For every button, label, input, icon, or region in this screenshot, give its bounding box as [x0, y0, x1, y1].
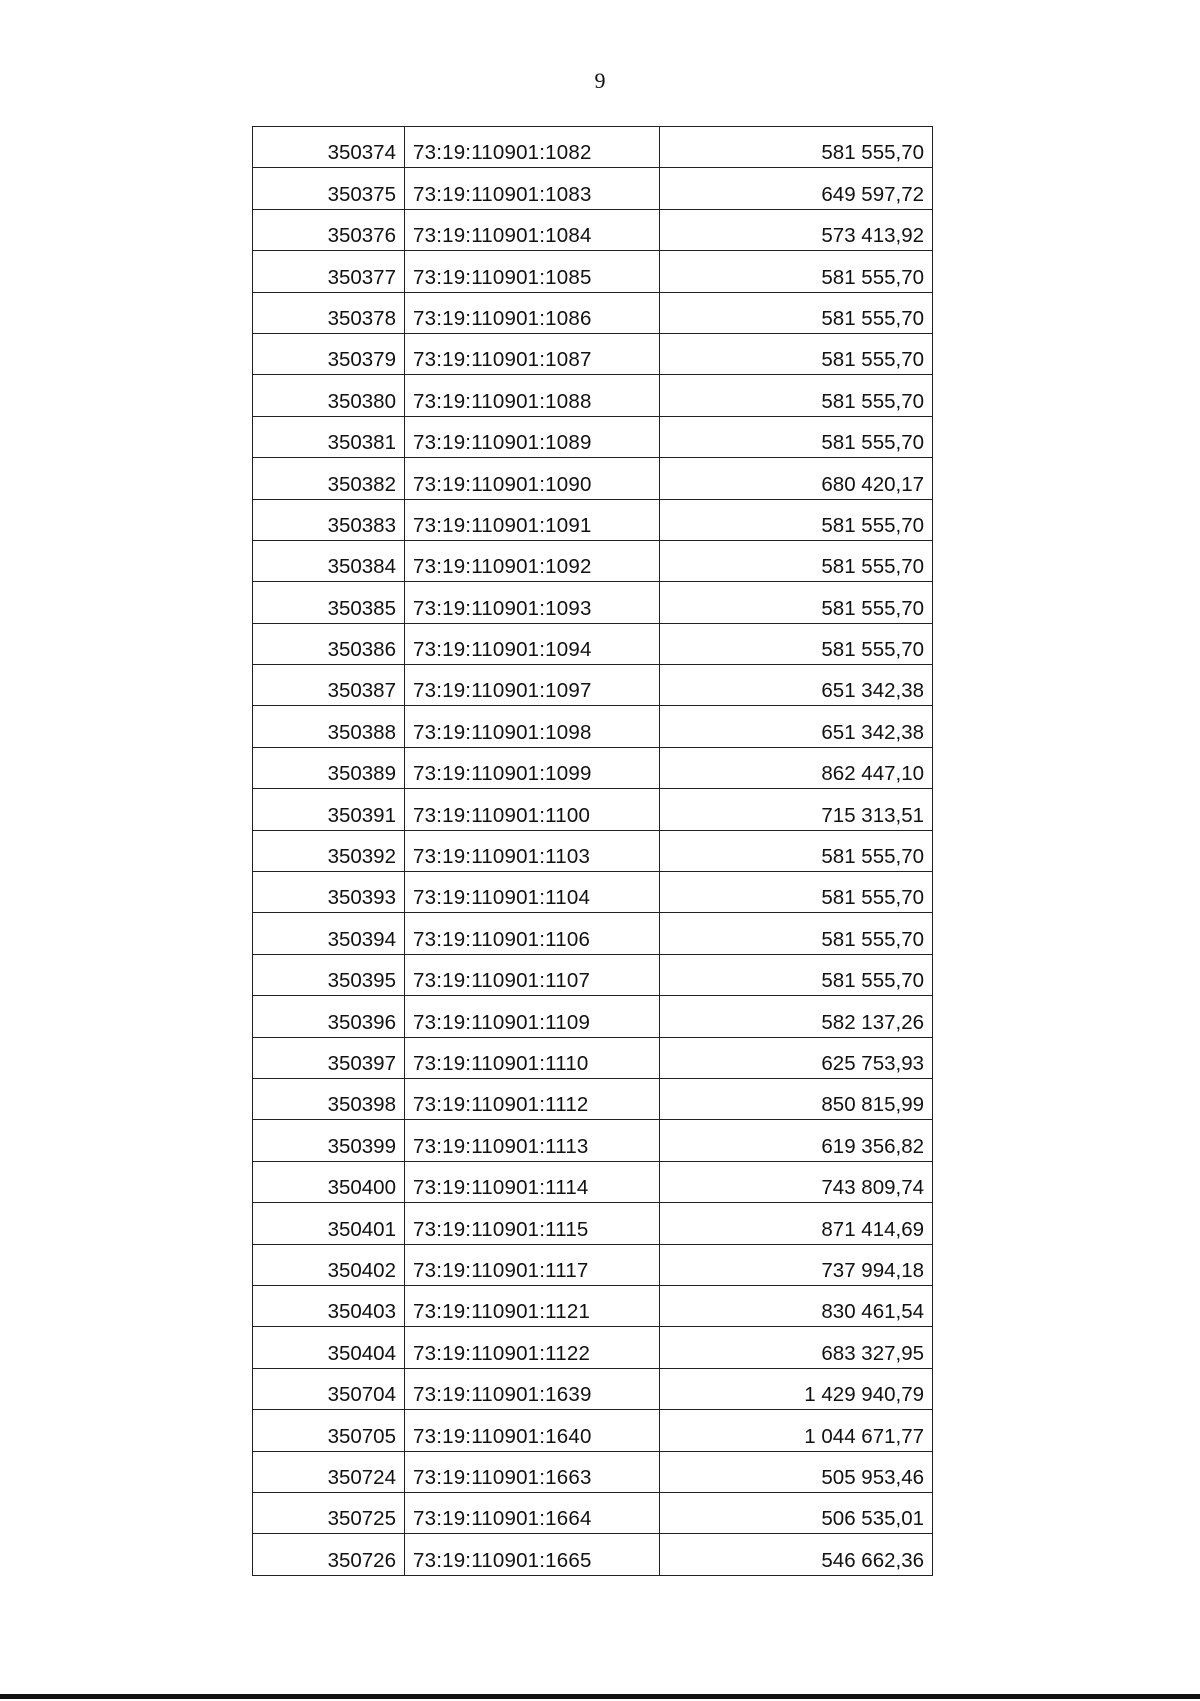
table-row	[253, 1120, 933, 1161]
cadastral-number-cell: 73:19:110901:1639	[405, 1368, 660, 1409]
row-number-cell: 350382	[253, 458, 405, 499]
table-row	[253, 292, 933, 333]
row-number-cell: 350404	[253, 1327, 405, 1368]
cadastral-number-cell: 73:19:110901:1103	[405, 830, 660, 871]
row-number-cell: 350725	[253, 1492, 405, 1533]
row-number-cell: 350375	[253, 168, 405, 209]
cadastral-value-cell: 581 555,70	[660, 872, 933, 913]
cadastral-value-cell: 581 555,70	[660, 499, 933, 540]
row-number-cell: 350383	[253, 499, 405, 540]
table-row	[253, 540, 933, 581]
table-row	[253, 209, 933, 250]
cadastral-value-cell: 683 327,95	[660, 1327, 933, 1368]
table-row	[253, 623, 933, 664]
row-number-cell: 350398	[253, 1078, 405, 1119]
row-number-cell: 350376	[253, 209, 405, 250]
row-number-cell: 350724	[253, 1451, 405, 1492]
table-row	[253, 1534, 933, 1575]
cadastral-number-cell: 73:19:110901:1099	[405, 747, 660, 788]
row-number-cell: 350388	[253, 706, 405, 747]
cadastral-number-cell: 73:19:110901:1104	[405, 872, 660, 913]
table-row	[253, 1244, 933, 1285]
table-row	[253, 872, 933, 913]
table-row	[253, 458, 933, 499]
table-row	[253, 416, 933, 457]
cadastral-number-cell: 73:19:110901:1665	[405, 1534, 660, 1575]
cadastral-value-cell: 581 555,70	[660, 582, 933, 623]
cadastral-number-cell: 73:19:110901:1122	[405, 1327, 660, 1368]
row-number-cell: 350396	[253, 996, 405, 1037]
table-row	[253, 706, 933, 747]
row-number-cell: 350386	[253, 623, 405, 664]
cadastral-value-cell: 830 461,54	[660, 1285, 933, 1326]
cadastral-value-table	[252, 126, 933, 1576]
cadastral-number-cell: 73:19:110901:1109	[405, 996, 660, 1037]
table-row	[253, 1078, 933, 1119]
row-number-cell: 350399	[253, 1120, 405, 1161]
row-number-cell: 350393	[253, 872, 405, 913]
row-number-cell: 350392	[253, 830, 405, 871]
cadastral-value-cell: 581 555,70	[660, 251, 933, 292]
cadastral-number-cell: 73:19:110901:1094	[405, 623, 660, 664]
row-number-cell: 350377	[253, 251, 405, 292]
table-row	[253, 954, 933, 995]
cadastral-value-cell: 651 342,38	[660, 706, 933, 747]
cadastral-number-cell: 73:19:110901:1091	[405, 499, 660, 540]
table-row	[253, 1037, 933, 1078]
table-row	[253, 1492, 933, 1533]
cadastral-value-cell: 581 555,70	[660, 375, 933, 416]
page-number: 9	[594, 68, 606, 93]
cadastral-value-cell: 581 555,70	[660, 954, 933, 995]
table-body	[253, 127, 933, 1576]
cadastral-value-cell: 871 414,69	[660, 1203, 933, 1244]
cadastral-value-cell: 715 313,51	[660, 789, 933, 830]
row-number-cell: 350387	[253, 665, 405, 706]
row-number-cell: 350704	[253, 1368, 405, 1409]
cadastral-number-cell: 73:19:110901:1090	[405, 458, 660, 499]
cadastral-number-cell: 73:19:110901:1112	[405, 1078, 660, 1119]
row-number-cell: 350397	[253, 1037, 405, 1078]
row-number-cell: 350391	[253, 789, 405, 830]
cadastral-value-cell: 506 535,01	[660, 1492, 933, 1533]
cadastral-number-cell: 73:19:110901:1087	[405, 333, 660, 374]
cadastral-value-cell: 625 753,93	[660, 1037, 933, 1078]
table-row	[253, 747, 933, 788]
table-row	[253, 913, 933, 954]
table-row	[253, 996, 933, 1037]
table-row	[253, 127, 933, 168]
cadastral-number-cell: 73:19:110901:1664	[405, 1492, 660, 1533]
row-number-cell: 350381	[253, 416, 405, 457]
row-number-cell: 350378	[253, 292, 405, 333]
cadastral-value-cell: 1 429 940,79	[660, 1368, 933, 1409]
cadastral-number-cell: 73:19:110901:1115	[405, 1203, 660, 1244]
row-number-cell: 350401	[253, 1203, 405, 1244]
cadastral-number-cell: 73:19:110901:1089	[405, 416, 660, 457]
cadastral-value-table-wrapper	[252, 126, 932, 1576]
row-number-cell: 350380	[253, 375, 405, 416]
cadastral-number-cell: 73:19:110901:1084	[405, 209, 660, 250]
cadastral-number-cell: 73:19:110901:1114	[405, 1161, 660, 1202]
cadastral-number-cell: 73:19:110901:1121	[405, 1285, 660, 1326]
table-row	[253, 1410, 933, 1451]
table-row	[253, 1161, 933, 1202]
cadastral-value-cell: 505 953,46	[660, 1451, 933, 1492]
cadastral-value-cell: 1 044 671,77	[660, 1410, 933, 1451]
cadastral-number-cell: 73:19:110901:1083	[405, 168, 660, 209]
cadastral-value-cell: 737 994,18	[660, 1244, 933, 1285]
cadastral-value-cell: 850 815,99	[660, 1078, 933, 1119]
table-row	[253, 830, 933, 871]
cadastral-number-cell: 73:19:110901:1092	[405, 540, 660, 581]
cadastral-number-cell: 73:19:110901:1085	[405, 251, 660, 292]
bottom-rule	[0, 1694, 1200, 1699]
table-row	[253, 1451, 933, 1492]
row-number-cell: 350395	[253, 954, 405, 995]
table-row	[253, 1327, 933, 1368]
cadastral-number-cell: 73:19:110901:1086	[405, 292, 660, 333]
table-row	[253, 1285, 933, 1326]
table-row	[253, 499, 933, 540]
cadastral-value-cell: 619 356,82	[660, 1120, 933, 1161]
cadastral-value-cell: 581 555,70	[660, 913, 933, 954]
cadastral-value-cell: 582 137,26	[660, 996, 933, 1037]
row-number-cell: 350394	[253, 913, 405, 954]
row-number-cell: 350400	[253, 1161, 405, 1202]
cadastral-value-cell: 862 447,10	[660, 747, 933, 788]
cadastral-value-cell: 651 342,38	[660, 665, 933, 706]
cadastral-value-cell: 573 413,92	[660, 209, 933, 250]
table-row	[253, 375, 933, 416]
cadastral-number-cell: 73:19:110901:1093	[405, 582, 660, 623]
cadastral-value-cell: 581 555,70	[660, 333, 933, 374]
row-number-cell: 350384	[253, 540, 405, 581]
row-number-cell: 350379	[253, 333, 405, 374]
cadastral-value-cell: 581 555,70	[660, 623, 933, 664]
cadastral-value-cell: 649 597,72	[660, 168, 933, 209]
cadastral-number-cell: 73:19:110901:1098	[405, 706, 660, 747]
table-row	[253, 168, 933, 209]
cadastral-value-cell: 581 555,70	[660, 540, 933, 581]
row-number-cell: 350374	[253, 127, 405, 168]
row-number-cell: 350726	[253, 1534, 405, 1575]
table-row	[253, 1368, 933, 1409]
cadastral-number-cell: 73:19:110901:1113	[405, 1120, 660, 1161]
table-row	[253, 333, 933, 374]
cadastral-number-cell: 73:19:110901:1640	[405, 1410, 660, 1451]
cadastral-value-cell: 546 662,36	[660, 1534, 933, 1575]
cadastral-number-cell: 73:19:110901:1107	[405, 954, 660, 995]
table-row	[253, 1203, 933, 1244]
cadastral-number-cell: 73:19:110901:1110	[405, 1037, 660, 1078]
table-row	[253, 665, 933, 706]
cadastral-value-cell: 581 555,70	[660, 127, 933, 168]
row-number-cell: 350389	[253, 747, 405, 788]
cadastral-value-cell: 581 555,70	[660, 416, 933, 457]
table-row	[253, 789, 933, 830]
cadastral-number-cell: 73:19:110901:1117	[405, 1244, 660, 1285]
cadastral-number-cell: 73:19:110901:1088	[405, 375, 660, 416]
row-number-cell: 350385	[253, 582, 405, 623]
cadastral-value-cell: 581 555,70	[660, 292, 933, 333]
cadastral-value-cell: 581 555,70	[660, 830, 933, 871]
cadastral-number-cell: 73:19:110901:1106	[405, 913, 660, 954]
row-number-cell: 350705	[253, 1410, 405, 1451]
row-number-cell: 350403	[253, 1285, 405, 1326]
cadastral-number-cell: 73:19:110901:1100	[405, 789, 660, 830]
cadastral-number-cell: 73:19:110901:1082	[405, 127, 660, 168]
row-number-cell: 350402	[253, 1244, 405, 1285]
table-row	[253, 251, 933, 292]
cadastral-number-cell: 73:19:110901:1663	[405, 1451, 660, 1492]
table-row	[253, 582, 933, 623]
cadastral-value-cell: 680 420,17	[660, 458, 933, 499]
cadastral-number-cell: 73:19:110901:1097	[405, 665, 660, 706]
cadastral-value-cell: 743 809,74	[660, 1161, 933, 1202]
